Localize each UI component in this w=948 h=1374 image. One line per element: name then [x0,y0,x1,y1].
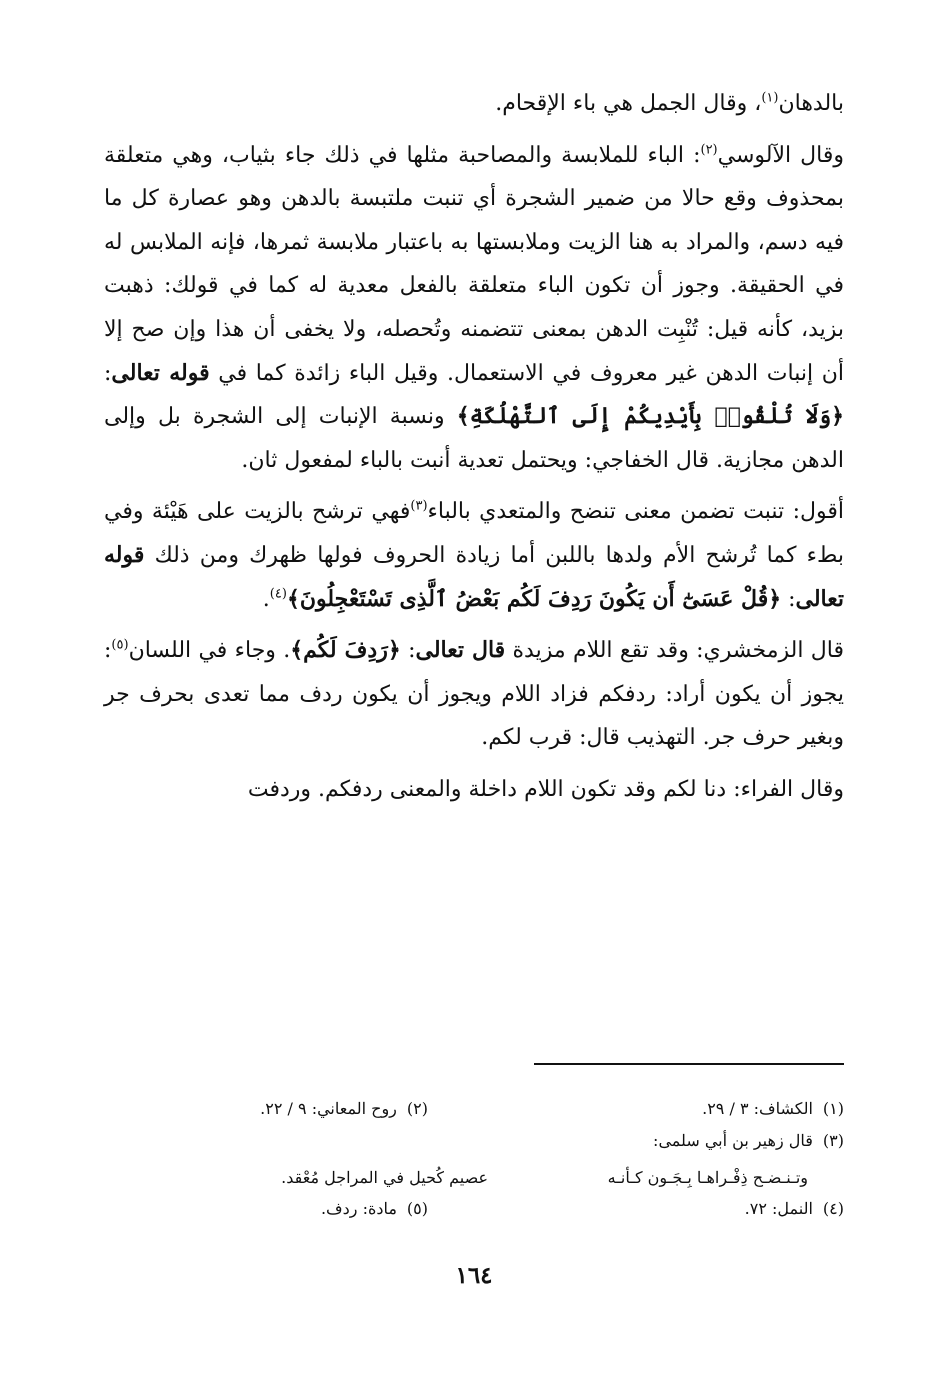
text-run: : [104,360,112,386]
footnote-number: (١) [822,1099,844,1118]
text-run: بالدهان [778,91,844,116]
footnote-number: (٥) [406,1199,428,1218]
text-run: . وجاء في اللسان [128,638,291,664]
footnote-3 [653,1131,844,1151]
text-run: : الباء للملابسة والمصاحبة مثلها في ذلك جاء بثياب، وهي متعلقة بمحذوف وقع حالا من ضمير الشجرة أي تنبت ملتبسة بالدهن وهو عصارة كل ما فيه دسم، والمراد به هنا الزيت وملابستها به باعتبار ملابسة ثمرها، فإنه الملابس له في الحقيقة. وجوز أن تكون الباء متعلقة بالفعل معدية له كما في قولك: ذهبت بزيد، كأنه قيل: تُنْبِت الدهن بمعنى تتضمنه وتُحصله، ولا يخفى أن هذا وإن صح إلا أن إنبات الدهن غير معروف في الاستعمال. وقيل الباء زائدة كما في [104,142,844,386]
text-run: فهي ترشح بالزيت على هَيْئة وفي بطء كما تُرشح الأم ولدها باللبن أما زيادة الحروف فولها ظهرك ومن ذلك [104,499,844,568]
text-run: . [262,586,270,612]
text-run: وقال الفراء: دنا لكم وقد تكون اللام داخلة والمعنى ردفكم. وردفت [247,776,844,802]
footnote-text: الكشاف: ٣ / ٢٩. [702,1099,813,1118]
footnote-ref: (٣) [410,499,428,515]
quran-quote: ﴿رَدِفَ لَكُم﴾ [290,637,401,664]
text-run: وقال الآلوسي [717,142,844,168]
footnote-5 [321,1199,428,1219]
body-text [104,82,844,812]
footnote-text: قال زهير بن أبي سلمى: [653,1131,813,1150]
verse-first-hemistich: وتـنـضـح ذِفْـراهـا بِـجَـون كـأنـه [607,1168,808,1187]
footnote-separator [534,1063,844,1065]
bold-phrase: قال تعالى [415,637,506,664]
quran-quote: ﴿قُلْ عَسَىٰٓ أَن يَكُونَ رَدِفَ لَكُم بَعْضُ ٱلَّذِى تَسْتَعْجِلُونَ﴾ [286,585,782,612]
footnote-ref: (٤) [269,586,287,602]
footnote-number: (٣) [822,1131,844,1150]
footnote-2 [260,1099,428,1119]
page-number: ١٦٤ [455,1262,493,1289]
paragraph [104,490,844,621]
bold-phrase: قوله تعالى [104,541,844,612]
footnote-ref: (٢) [700,142,718,158]
text-run: أقول: تنبت تضمن معنى تنضح والمتعدي بالباء [427,499,845,525]
footnote-ref: (٥) [111,637,129,653]
footnote-text: النمل: ٧٢. [744,1199,813,1218]
footnote-4 [745,1199,844,1219]
text-run: ، وقال الجمل هي باء الإقحام. [495,91,762,116]
bold-phrase: قوله تعالى [111,359,210,386]
paragraph [104,629,844,760]
footnote-ref: (١) [761,90,779,106]
footnote-number: (٤) [822,1199,844,1218]
paragraph [104,768,844,812]
paragraph [104,134,844,483]
paragraph [104,82,844,126]
footnote-text: روح المعاني: ٩ / ٢٢. [260,1099,397,1118]
text-run: : يجوز أن يكون أراد: ردفكم فزاد اللام ويجوز أن يكون ردف مما تعدى بحرف جر وبغير حرف جر. التهذيب قال: قرب لكم. [104,638,844,751]
text-run: قال الزمخشري: وقد تقع اللام مزيدة [505,638,845,664]
footnote-text: مادة: ردف. [320,1199,397,1218]
text-run: ونسبة الإنبات إلى الشجرة بل وإلى الدهن مجازية. قال الخفاجي: ويحتمل تعدية أنبت بالباء لمفعول ثان. [104,404,844,473]
footnote-number: (٢) [406,1099,428,1118]
quran-quote: ﴿وَلَا تُلْقُوا۟ بِأَيْدِيكُمْ إِلَى ٱلتَّهْلُكَةِ﴾ [456,403,844,430]
verse-second-hemistich: عصيم كُحيل في المراجل مُعْقد. [281,1168,488,1187]
footnote-1 [702,1099,844,1119]
text-run: : [781,586,796,612]
text-run: : [400,638,416,664]
